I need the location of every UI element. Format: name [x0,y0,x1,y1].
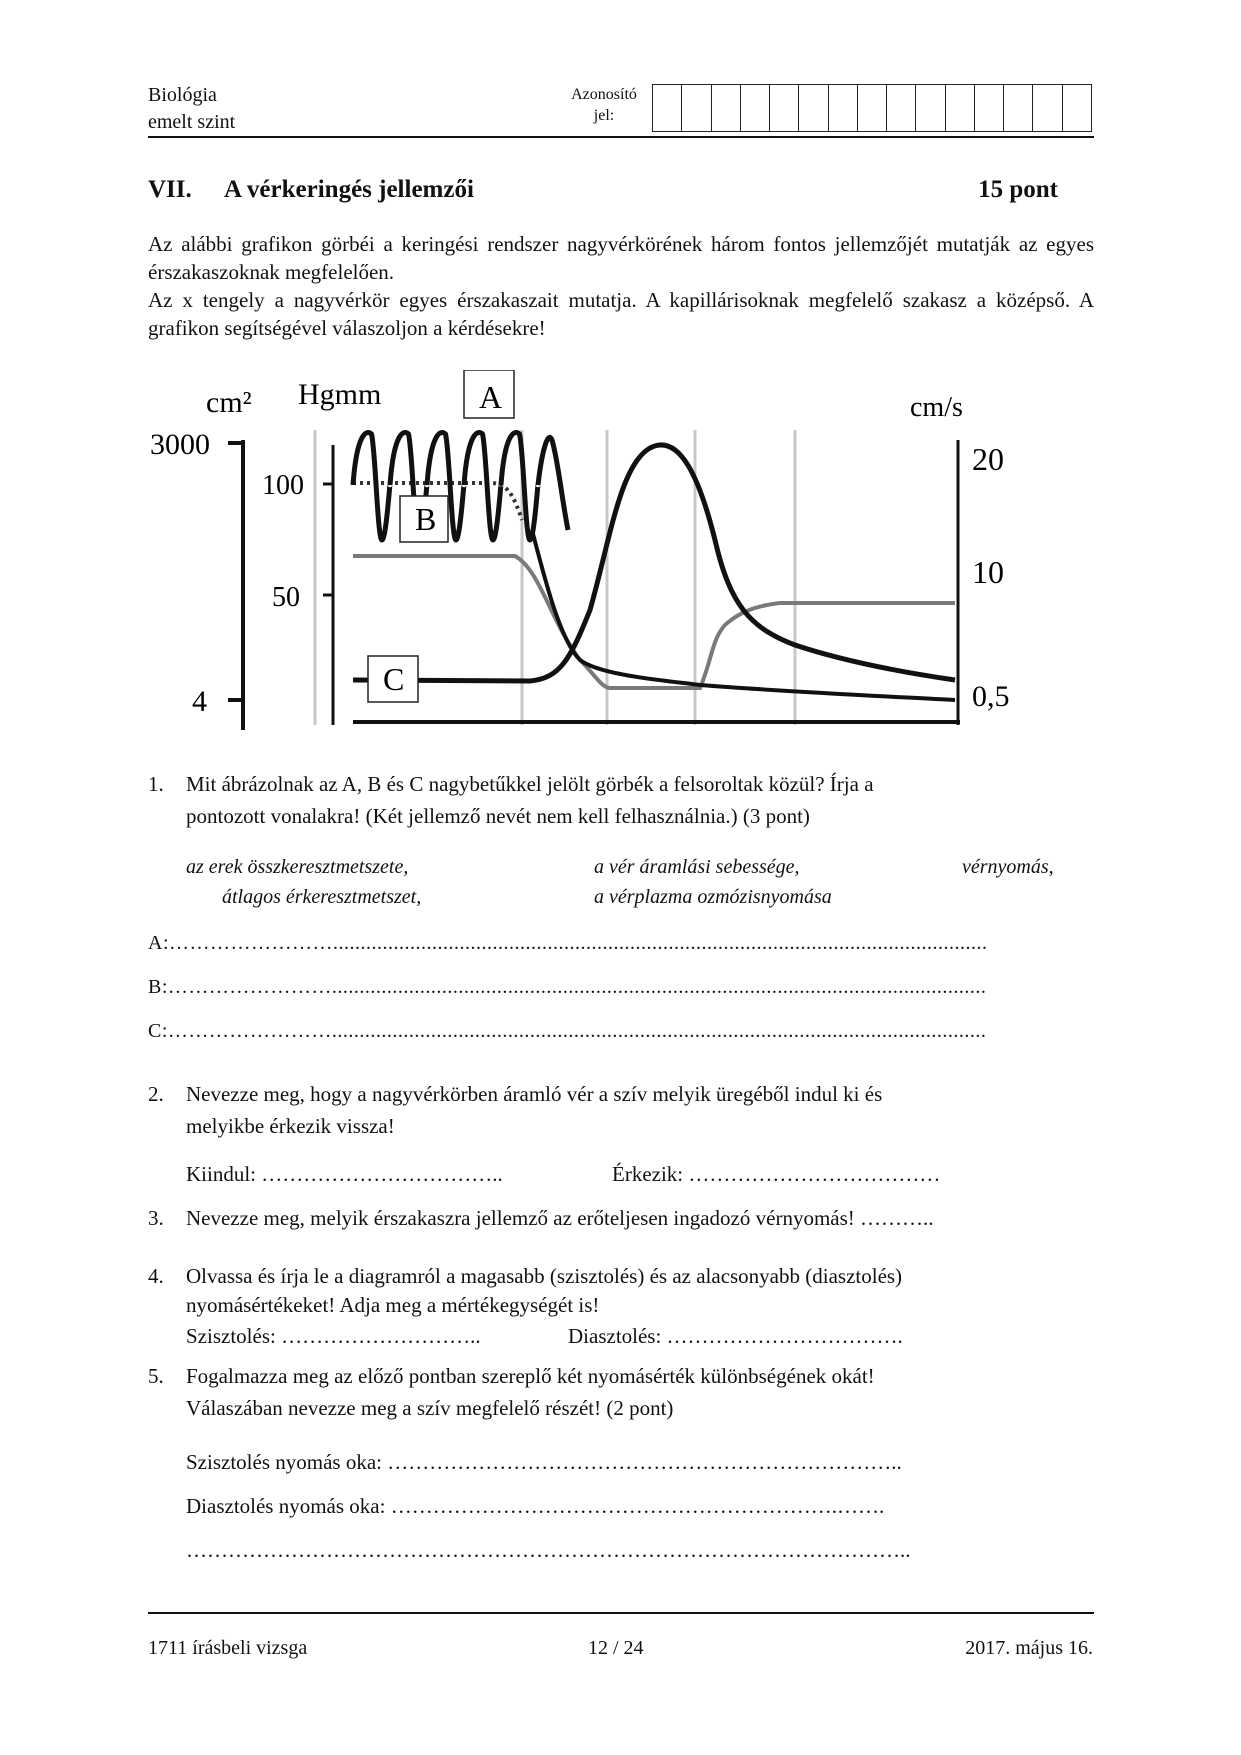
middle-axis-unit: Hgmm [298,378,382,411]
q1-answer-b-dots: ……………………....................................................................................................................... [167,976,987,998]
header-subject-block [148,82,235,136]
curve-b [353,556,955,688]
id-box-cell[interactable] [858,85,887,131]
section-points: 15 pont [978,176,1058,203]
left-tick-3000: 3000 [150,428,210,461]
intro-paragraph-2: Az x tengely a nagyvérkör egyes érszakaszait mutatja. A kapillárisoknak megfelelő szakasz a középső. A grafikon segítségével válaszoljon a kérdésekre! [148,288,1094,340]
id-label-line2: jel: [593,107,615,124]
q1-answer-b[interactable] [148,976,1094,999]
q1-answer-c[interactable] [148,1020,1094,1043]
question-2 [148,1078,1094,1142]
curve-a [353,432,568,540]
left-axis-unit: cm² [206,386,252,419]
q5-diasztoles-oka[interactable]: Diasztolés nyomás oka: ……………………………………………………….……. [186,1494,885,1518]
q1-option-4: átlagos érkeresztmetszet, [222,886,422,908]
label-c-box [368,656,418,702]
q1-answer-c-label: C: [148,1020,168,1042]
id-box-cell[interactable] [1033,85,1062,131]
id-box-cell[interactable] [799,85,828,131]
q4-line1: Olvassa és írja le a diagramról a magasabb (szisztolés) és az alacsonyabb (diasztolés) [186,1264,903,1288]
question-5 [148,1360,1094,1424]
q1-option-5: a vérplazma ozmózisnyomása [594,886,832,908]
q1-answer-c-dots: ……………………....................................................................................................................... [167,1020,987,1042]
middle-axis [323,445,333,725]
section-number: VII. [148,176,192,203]
id-box-cell[interactable] [829,85,858,131]
q2-line1: Nevezze meg, hogy a nagyvérkörben áramló vér a szív melyik üregéből indul ki és [186,1082,883,1106]
q2-line2: melyikbe érkezik vissza! [186,1114,395,1138]
right-tick-05: 0,5 [972,680,1010,713]
q2-erkezik[interactable]: Érkezik: ……………………………… [612,1162,941,1186]
right-axis-unit: cm/s [910,392,963,423]
q1-option-2: a vér áramlási sebessége, [594,856,800,878]
footer-date: 2017. május 16. [965,1637,1093,1659]
question-4 [148,1262,1094,1320]
q5-extra-line[interactable]: ………………………………………………………………………………………….. [186,1538,911,1562]
section-title-text: A vérkeringés jellemzői [224,176,474,203]
footer-page: 12 / 24 [588,1637,644,1659]
id-box-cell[interactable] [975,85,1004,131]
label-b-box [400,496,448,542]
id-box-cell[interactable] [712,85,741,131]
intro-paragraph-1: Az alábbi grafikon görbéi a keringési rendszer nagyvérkörének három fontos jellemzőjét mutatják az egyes érszakaszoknak megfelelően. [148,232,1094,284]
id-box-cell[interactable] [741,85,770,131]
q1-answer-a[interactable] [148,932,1094,955]
footer-rule [148,1612,1094,1614]
q2-kiindul[interactable]: Kiindul: …………………………….. [186,1162,503,1186]
id-box-cell[interactable] [1004,85,1033,131]
label-b: B [415,501,437,537]
q3-number: 3. [148,1206,164,1230]
label-a-box [464,370,514,418]
q5-szisztoles-oka[interactable]: Szisztolés nyomás oka: ……………………………………………………………….. [186,1450,902,1474]
q1-line2: pontozott vonalakra! (Két jellemző nevét nem kell felhasználnia.) (3 pont) [186,804,810,828]
q4-diasztoles[interactable]: Diasztolés: ……………………………. [568,1324,903,1348]
middle-tick-100: 100 [262,470,304,501]
footer-exam: 1711 írásbeli vizsga [148,1637,308,1659]
circulation-chart [140,370,1040,740]
id-box-cell[interactable] [887,85,916,131]
middle-tick-50: 50 [272,582,300,613]
q1-number: 1. [148,772,164,796]
q4-szisztoles[interactable]: Szisztolés: ……………………….. [186,1324,481,1348]
id-box-cell[interactable] [653,85,682,131]
id-label [562,84,646,126]
label-a: A [479,379,503,415]
id-boxes [652,84,1092,132]
header-subject: Biológia [148,84,217,106]
q3-text[interactable]: Nevezze meg, melyik érszakaszra jellemző az erőteljesen ingadozó vérnyomás! ……….. [186,1206,934,1230]
question-3 [148,1202,1094,1234]
left-tick-4: 4 [192,685,207,718]
header-level: emelt szint [148,111,236,133]
id-box-cell[interactable] [916,85,945,131]
right-tick-20: 20 [972,441,1004,477]
curve-c [353,445,955,681]
question-1 [148,768,1094,832]
intro-text [148,230,1094,342]
left-axis [228,440,243,730]
q4-line2: nyomásértékeket! Adja meg a mértékegységét is! [186,1293,600,1317]
q2-number: 2. [148,1082,164,1106]
label-c: C [383,661,405,697]
id-box-cell[interactable] [1063,85,1091,131]
q1-answer-b-label: B: [148,976,168,998]
q5-line2: Válaszában nevezze meg a szív megfelelő részét! (2 pont) [186,1396,674,1420]
q1-option-3: vérnyomás, [962,856,1054,878]
q1-answer-a-label: A: [148,932,169,954]
q5-number: 5. [148,1364,164,1388]
id-box-cell[interactable] [770,85,799,131]
section-title [148,176,474,204]
right-tick-10: 10 [972,554,1004,590]
header-rule [148,136,1094,138]
id-box-cell[interactable] [682,85,711,131]
q5-line1: Fogalmazza meg az előző pontban szereplő két nyomásérték különbségének okát! [186,1364,875,1388]
q1-option-1: az erek összkeresztmetszete, [186,856,409,878]
q4-number: 4. [148,1264,164,1288]
q1-line1: Mit ábrázolnak az A, B és C nagybetűkkel jelölt görbék a felsoroltak közül? Írja a [186,772,874,796]
id-label-line1: Azonosító [571,86,637,103]
id-box-cell[interactable] [946,85,975,131]
q1-answer-a-dots: ……………………....................................................................................................................... [169,932,988,954]
